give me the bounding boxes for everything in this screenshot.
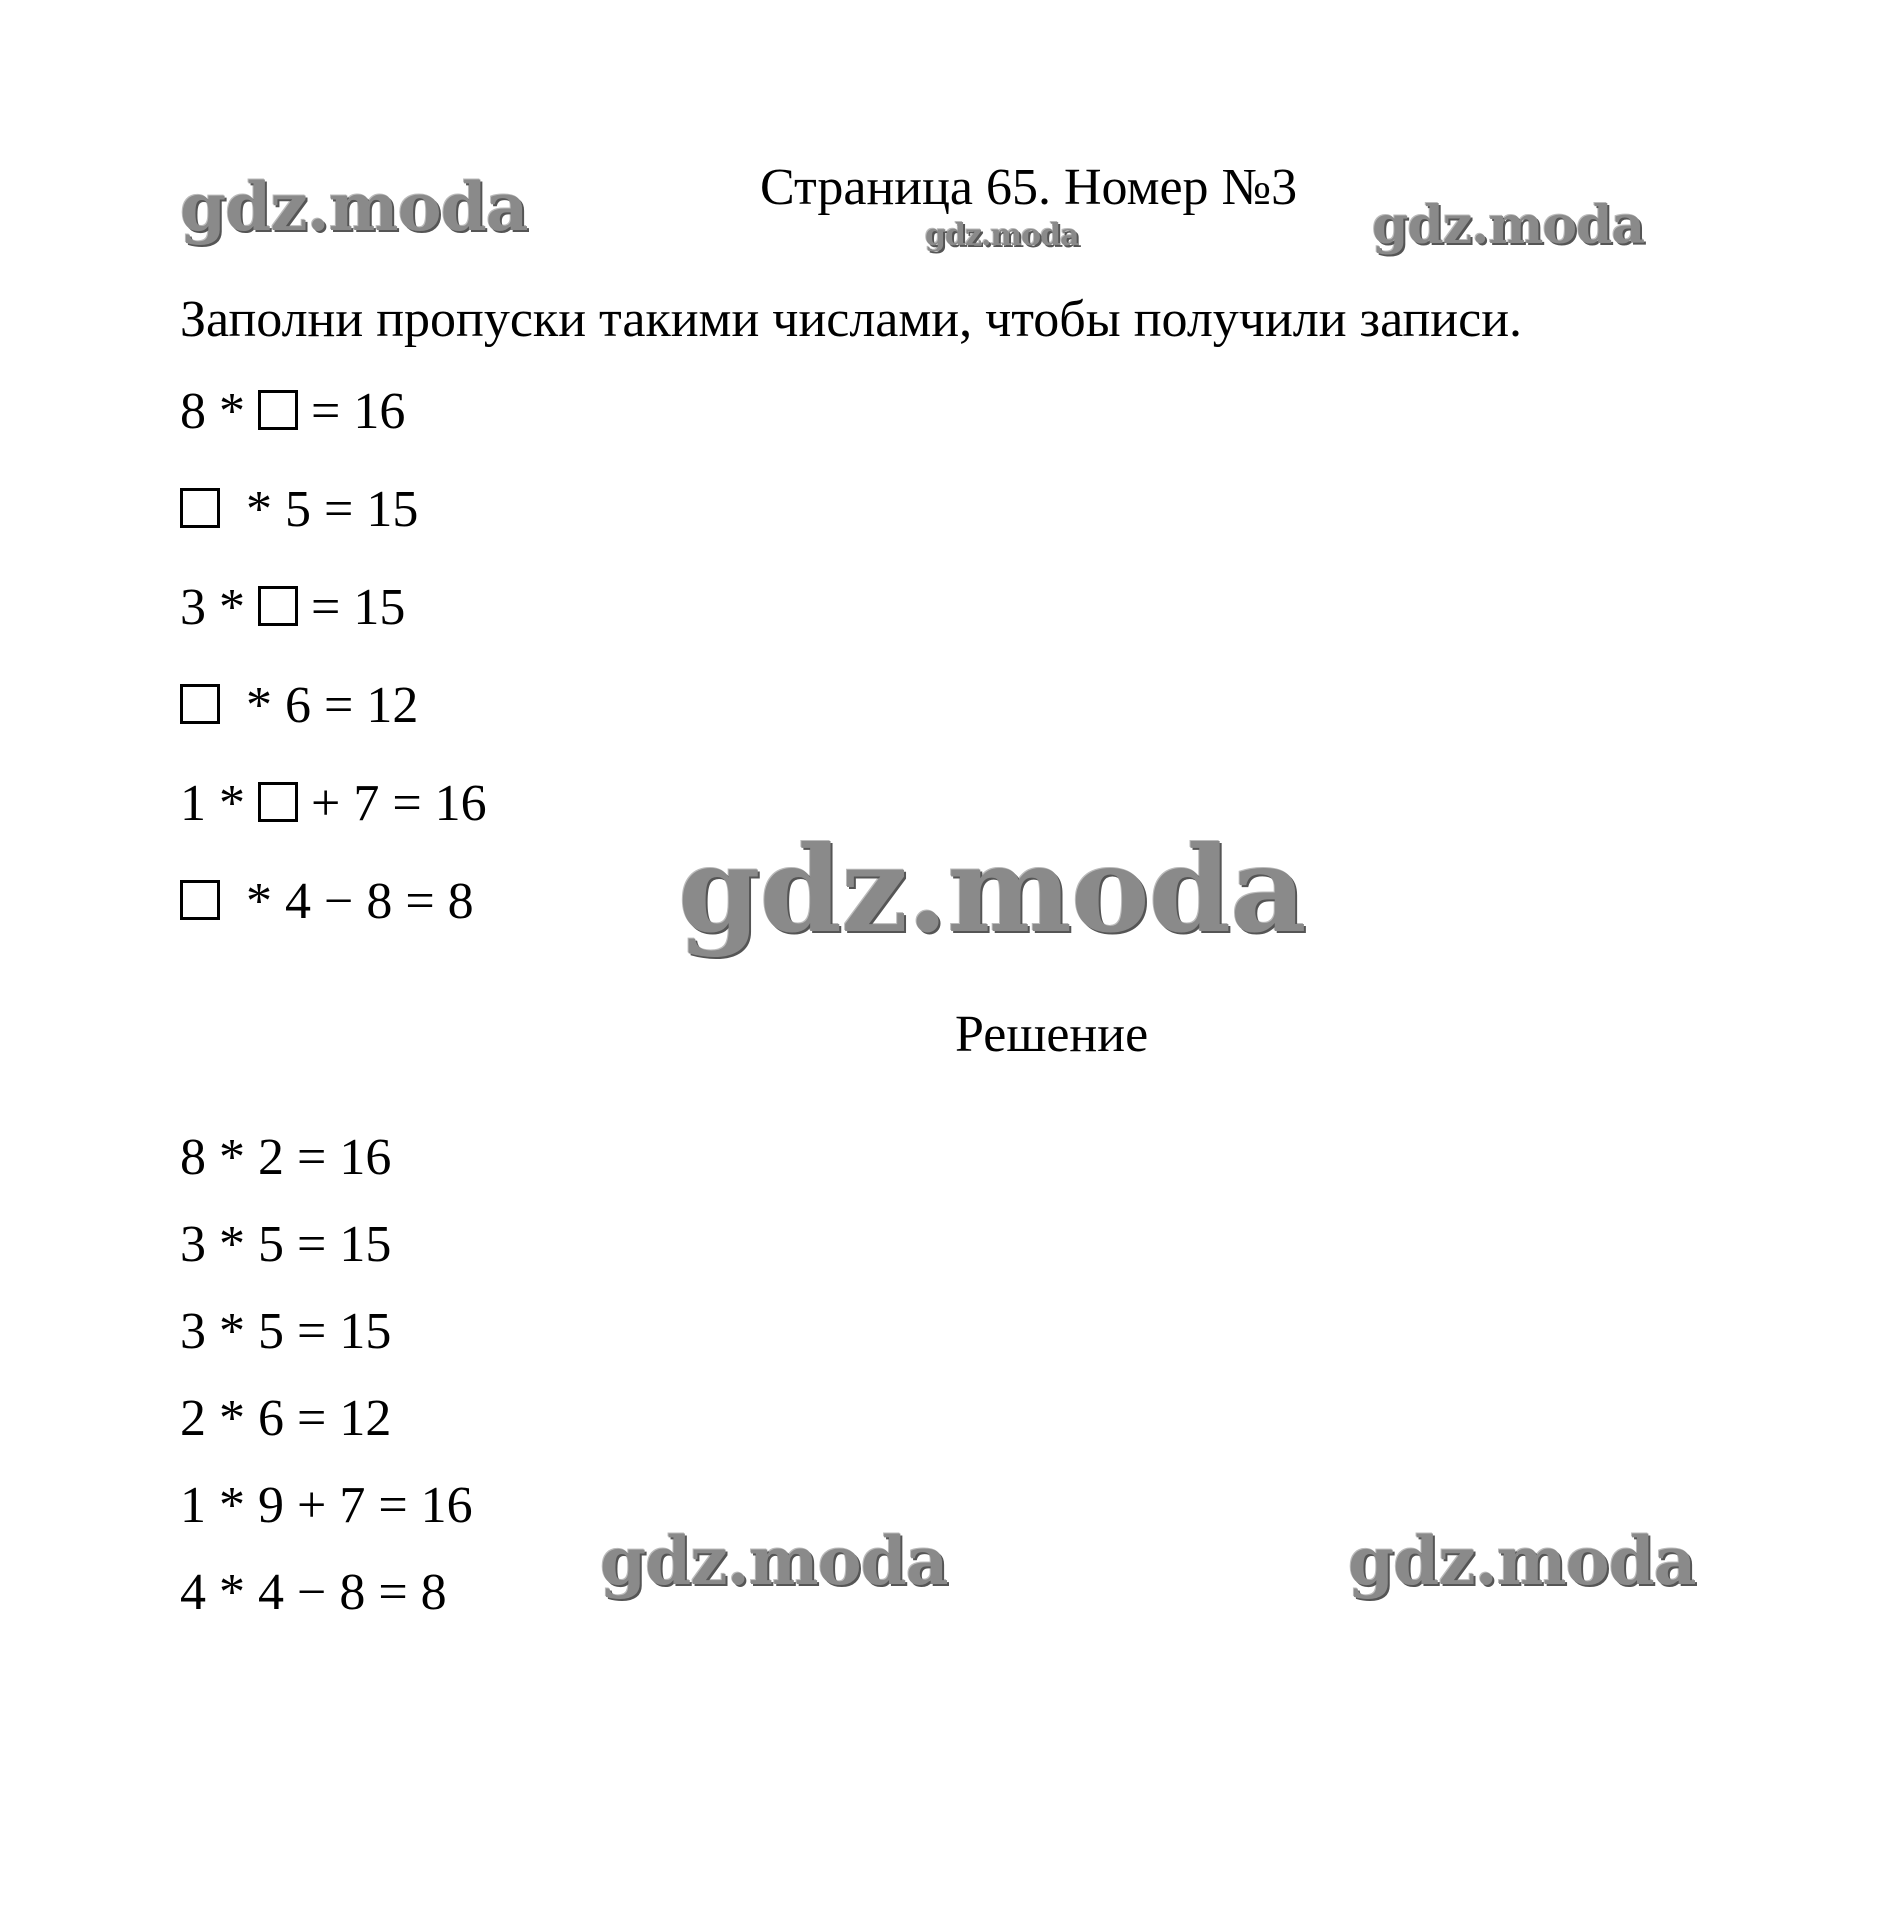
task-line [180, 872, 474, 932]
watermark-logo: gdz.moda [1348, 1522, 1696, 1600]
blank-box [180, 880, 220, 920]
watermark-logo: gdz.moda [678, 820, 1306, 959]
task-line-prefix: 8 * [180, 383, 258, 440]
task-line-suffix: = 15 [298, 579, 406, 636]
watermark-logo: gdz.moda [925, 218, 1079, 253]
task-line [180, 676, 418, 736]
watermark-logo: gdz.moda [600, 1522, 948, 1600]
task-line [180, 480, 418, 540]
solution-line: 4 * 4 − 8 = 8 [180, 1564, 447, 1621]
blank-box [180, 684, 220, 724]
solution-line: 2 * 6 = 12 [180, 1390, 392, 1447]
task-instruction: Заполни пропуски такими числами, чтобы получили записи. [180, 291, 1523, 348]
solution-line: 8 * 2 = 16 [180, 1129, 392, 1186]
task-line-suffix: + 7 = 16 [298, 775, 487, 832]
blank-box [258, 390, 298, 430]
task-line [180, 774, 487, 834]
solution-heading: Решение [955, 1006, 1149, 1063]
solution-line: 3 * 5 = 15 [180, 1303, 392, 1360]
solution-line: 3 * 5 = 15 [180, 1216, 392, 1273]
task-line-suffix: * 4 − 8 = 8 [220, 873, 474, 930]
page-title: Страница 65. Номер №3 [760, 159, 1298, 216]
task-line-prefix: 1 * [180, 775, 258, 832]
task-line [180, 382, 405, 442]
task-line-suffix: * 6 = 12 [220, 677, 419, 734]
task-line-suffix: * 5 = 15 [220, 481, 419, 538]
blank-box [180, 488, 220, 528]
solution-line: 1 * 9 + 7 = 16 [180, 1477, 473, 1534]
blank-box [258, 586, 298, 626]
task-line-suffix: = 16 [298, 383, 406, 440]
task-line-prefix: 3 * [180, 579, 258, 636]
task-line [180, 578, 405, 638]
blank-box [258, 782, 298, 822]
watermark-logo: gdz.moda [180, 168, 528, 246]
watermark-logo: gdz.moda [1372, 195, 1645, 256]
